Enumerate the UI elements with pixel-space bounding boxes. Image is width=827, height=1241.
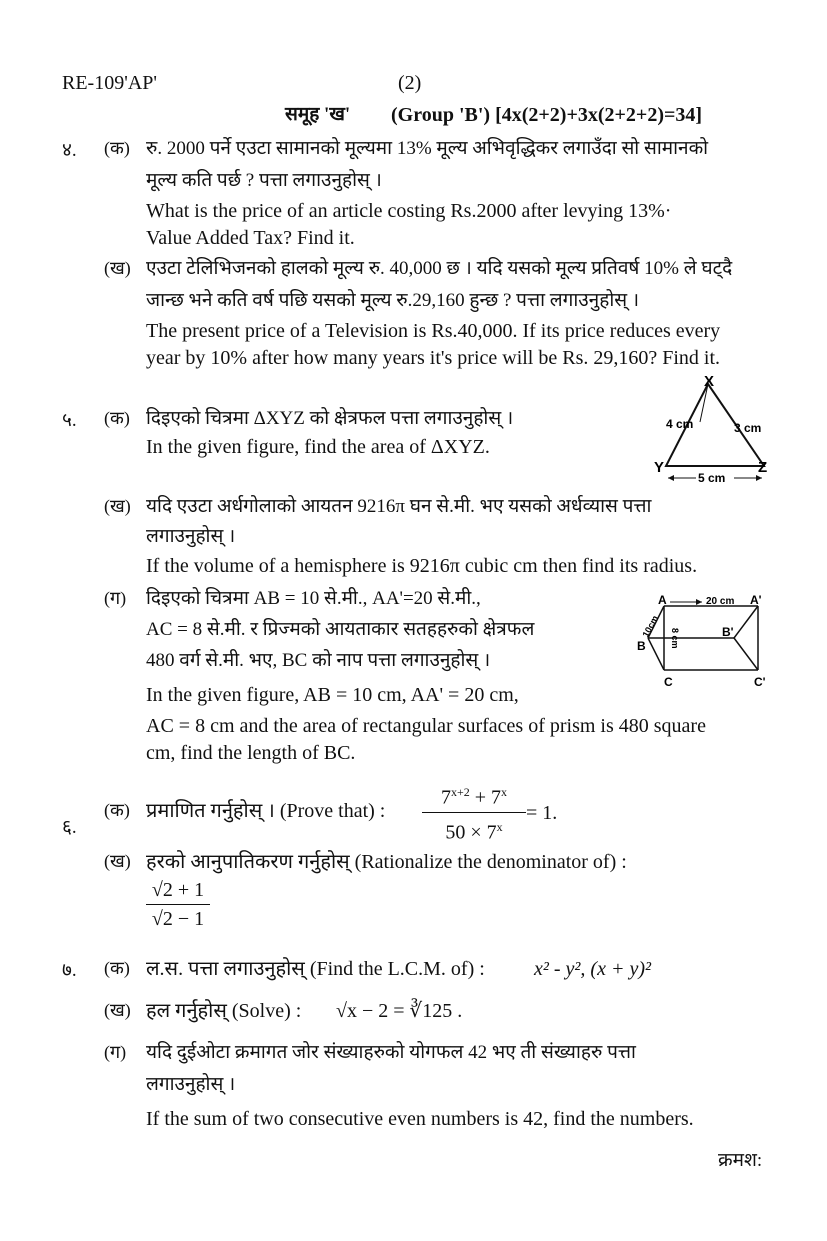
- side-xy-label: 4 cm: [666, 417, 694, 431]
- vertex-b-label: B: [637, 639, 646, 653]
- edge-ab-label: 10cm: [640, 613, 661, 639]
- q6b-label: (ख): [104, 851, 131, 871]
- q4a-label: (क): [104, 138, 130, 158]
- prism-figure: [634, 588, 770, 692]
- question-number-6: ६.: [62, 817, 77, 838]
- q5b-text-en-1: If the volume of a hemisphere is 9216π cubic cm then find its radius.: [146, 555, 698, 577]
- edge-aa-label: 20 cm: [706, 596, 735, 607]
- vertex-a-prime-label: A': [750, 593, 762, 607]
- question-number-4: ४.: [62, 140, 77, 161]
- q4a-text-np-1: रु. 2000 पर्ने एउटा सामानको मूल्यमा 13% मूल्य अभिवृद्धिकर लगाउँदा सो सामानको: [146, 138, 709, 159]
- q5c-text-np-2: AC = 8 से.मी. र प्रिज्मको आयताकार सतहहरुको क्षेत्रफल: [146, 619, 535, 640]
- q6a-denominator: $50 \times 7^x$: [445, 819, 503, 844]
- q6a-text: प्रमाणित गर्नुहोस् । (Prove that) :: [146, 800, 386, 822]
- continued-label: क्रमश:: [718, 1150, 763, 1171]
- q6b-denominator: √2 − 1: [151, 908, 205, 930]
- exam-code: RE-109'AP': [62, 72, 157, 94]
- q5a-text-en-1: In the given figure, find the area of ΔXYZ.: [146, 436, 490, 458]
- q4b-text-np-2: जान्छ भने कति वर्ष पछि यसको मूल्य रु.29,160 हुन्छ ? पत्ता लगाउनुहोस् ।: [146, 290, 640, 311]
- vertex-y-label: Y: [654, 459, 665, 476]
- side-xz-label: 3 cm: [734, 421, 762, 435]
- group-title-np: समूह 'ख': [285, 104, 351, 125]
- q7c-text-np-2: लगाउनुहोस् ।: [146, 1074, 236, 1095]
- q6a-label: (क): [104, 800, 130, 820]
- q6a-rhs: = 1.: [526, 802, 558, 824]
- q4b-text-en-2: year by 10% after how many years it's price will be Rs. 29,160? Find it.: [146, 347, 721, 369]
- vertex-c-prime-label: C': [754, 675, 766, 689]
- q6b-text: हरको आनुपातिकरण गर्नुहोस् (Rationalize the denominator of) :: [146, 851, 627, 873]
- q4b-label: (ख): [104, 258, 131, 278]
- q7a-expression: x² - y², (x + y)²: [534, 958, 651, 980]
- q5b-label: (ख): [104, 496, 131, 516]
- question-number-7: ७.: [62, 960, 77, 981]
- q6a-numerator: $7^{x+2} + 7^x$: [440, 785, 508, 809]
- edge-ac-label: 8 cm: [670, 628, 680, 649]
- vertex-z-label: Z: [758, 459, 768, 476]
- q5c-text-np-1: दिइएको चित्रमा AB = 10 से.मी., AA'=20 से.मी.,: [146, 588, 481, 609]
- q4b-text-en-1: The present price of a Television is Rs.40,000. If its price reduces every: [146, 320, 721, 342]
- q7c-text-np-1: यदि दुईओटा क्रमागत जोर संख्याहरुको योगफल 42 भए ती संख्याहरु पत्ता: [146, 1042, 636, 1063]
- q4a-text-en-2: Value Added Tax? Find it.: [146, 227, 355, 249]
- q6b-numerator: √2 + 1: [151, 879, 205, 901]
- group-title-en: (Group 'B') [4x(2+2)+3x(2+2+2)=34]: [391, 104, 703, 126]
- q5c-text-en-2: AC = 8 cm and the area of rectangular surfaces of prism is 480 square: [146, 715, 706, 737]
- q4a-text-np-2: मूल्य कति पर्छ ? पत्ता लगाउनुहोस् ।: [146, 170, 382, 191]
- vertex-c-label: C: [664, 675, 673, 689]
- q7b-label: (ख): [104, 1000, 131, 1020]
- vertex-a-label: A: [658, 593, 667, 607]
- q7c-text-en-1: If the sum of two consecutive even numbers is 42, find the numbers.: [146, 1108, 694, 1130]
- side-yz-label: 5 cm: [698, 471, 726, 485]
- q6b-fraction: [146, 878, 210, 931]
- q7c-label: (ग): [104, 1042, 127, 1062]
- page-number: (2): [398, 72, 422, 94]
- vertex-x-label: X: [704, 374, 715, 390]
- question-number-5: ५.: [62, 410, 77, 431]
- q5b-text-np-1: यदि एउटा अर्धगोलाको आयतन 9216π घन से.मी. भए यसको अर्धव्यास पत्ता: [146, 496, 652, 517]
- q7a-label: (क): [104, 958, 130, 978]
- vertex-b-prime-label: B': [722, 625, 734, 639]
- q5c-label: (ग): [104, 588, 127, 608]
- q5c-text-en-3: cm, find the length of BC.: [146, 742, 356, 764]
- triangle-xyz-figure: [644, 374, 774, 486]
- q7a-text: ल.स. पत्ता लगाउनुहोस् (Find the L.C.M. of) :: [146, 958, 485, 980]
- q7b-expression: √x − 2 = ∛125 .: [336, 1000, 463, 1022]
- q7b-text: हल गर्नुहोस् (Solve) :: [146, 1000, 302, 1022]
- q5c-text-en-1: In the given figure, AB = 10 cm, AA' = 20 cm,: [146, 684, 519, 706]
- q5a-label: (क): [104, 408, 130, 428]
- q4b-text-np-1: एउटा टेलिभिजनको हालको मूल्य रु. 40,000 छ । यदि यसको मूल्य प्रतिवर्ष 10% ले घट्दै: [146, 258, 733, 279]
- q5a-text-np-1: दिइएको चित्रमा ΔXYZ को क्षेत्रफल पत्ता लगाउनुहोस् ।: [146, 408, 514, 429]
- q5b-text-np-2: लगाउनुहोस् ।: [146, 526, 236, 547]
- q5c-text-np-3: 480 वर्ग से.मी. भए, BC को नाप पत्ता लगाउनुहोस् ।: [146, 650, 491, 671]
- q6a-fraction: [422, 780, 526, 844]
- q4a-text-en-1: What is the price of an article costing Rs.2000 after levying 13%·: [146, 200, 672, 222]
